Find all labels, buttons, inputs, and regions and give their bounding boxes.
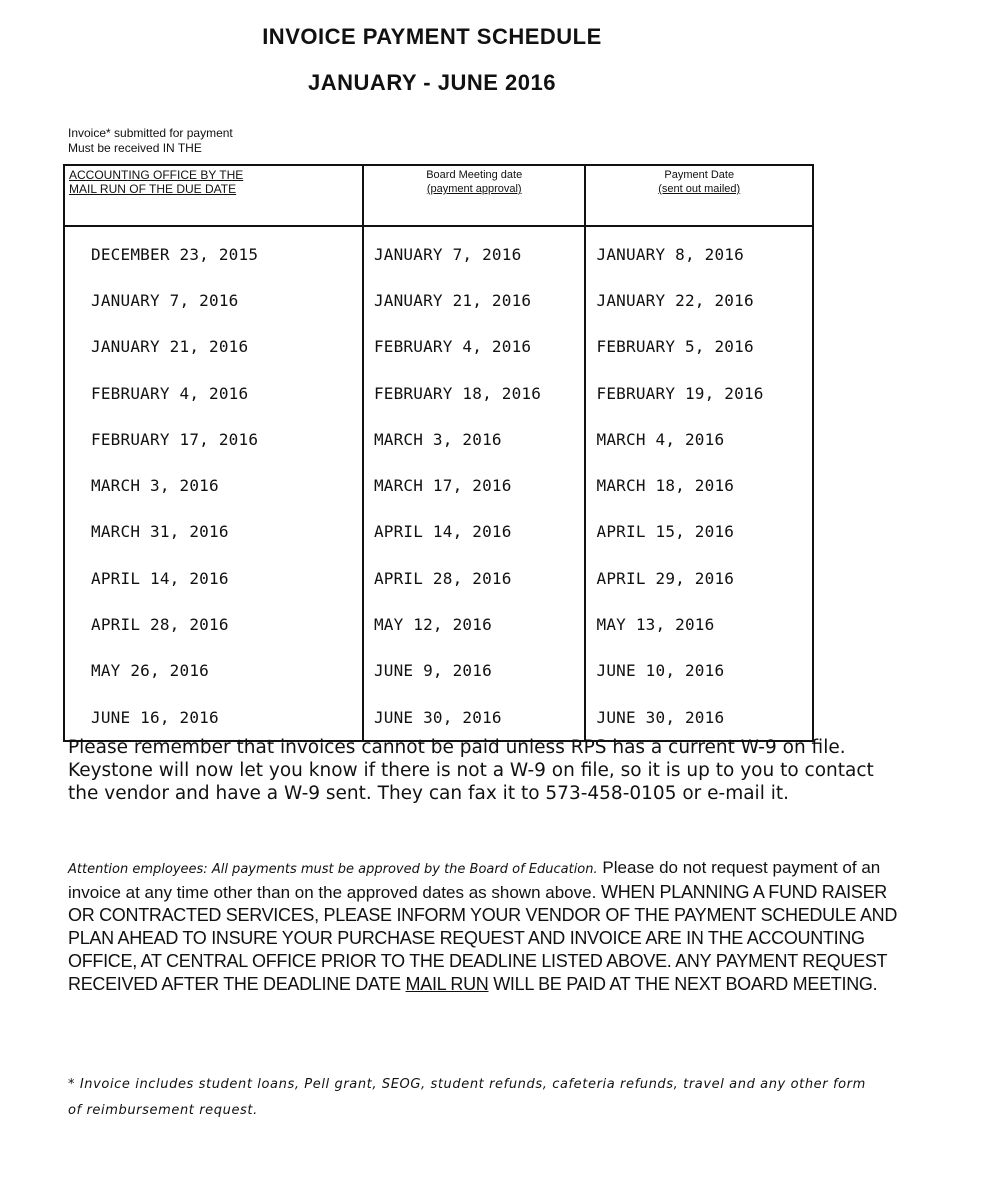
board-meeting-cell: MARCH 3, 2016 xyxy=(363,416,586,462)
payment-date-cell: APRIL 15, 2016 xyxy=(585,509,813,555)
attention-lead: Attention employees: All payments must be approved by the Board of Education. xyxy=(68,862,598,877)
payment-schedule-table xyxy=(63,164,814,742)
board-meeting-cell: JANUARY 7, 2016 xyxy=(363,226,586,277)
board-meeting-cell: APRIL 28, 2016 xyxy=(363,555,586,601)
table-header-row xyxy=(64,165,813,226)
board-meeting-cell: JUNE 30, 2016 xyxy=(363,694,586,741)
due-date-cell: JANUARY 7, 2016 xyxy=(64,277,363,323)
payment-date-cell: FEBRUARY 19, 2016 xyxy=(585,370,813,416)
table-row xyxy=(64,601,813,647)
attention-tail: WILL BE PAID AT THE NEXT BOARD MEETING. xyxy=(493,974,878,994)
header-payment-date-line2: (sent out mailed) xyxy=(658,183,741,195)
header-board-meeting-line2: (payment approval) xyxy=(426,183,522,195)
due-date-cell: APRIL 28, 2016 xyxy=(64,601,363,647)
header-payment-date-line1: Payment Date xyxy=(664,169,735,181)
attention-paragraph xyxy=(68,856,898,996)
due-date-cell: DECEMBER 23, 2015 xyxy=(64,226,363,277)
submission-note-line1: Invoice* submitted for payment xyxy=(68,126,233,140)
board-meeting-cell: JUNE 9, 2016 xyxy=(363,648,586,694)
table-row xyxy=(64,370,813,416)
document-subtitle: JANUARY - JUNE 2016 xyxy=(308,70,556,95)
payment-date-cell: JUNE 10, 2016 xyxy=(585,648,813,694)
invoice-footnote: * Invoice includes student loans, Pell grant, SEOG, student refunds, cafeteria refunds, travel and any other form of reimbursement request. xyxy=(68,1077,866,1118)
board-meeting-cell: MAY 12, 2016 xyxy=(363,601,586,647)
payment-date-cell: JUNE 30, 2016 xyxy=(585,694,813,741)
table-row xyxy=(64,694,813,741)
due-date-cell: JUNE 16, 2016 xyxy=(64,694,363,741)
board-meeting-cell: FEBRUARY 18, 2016 xyxy=(363,370,586,416)
attention-body: Please do not request payment of an invoice at any time other than on the approved dates as shown above. xyxy=(68,858,881,902)
board-meeting-cell: MARCH 17, 2016 xyxy=(363,462,586,508)
header-due-date-line1: ACCOUNTING OFFICE BY THE xyxy=(69,168,244,182)
due-date-cell: JANUARY 21, 2016 xyxy=(64,324,363,370)
table-row xyxy=(64,324,813,370)
payment-date-cell: FEBRUARY 5, 2016 xyxy=(585,324,813,370)
payment-date-cell: APRIL 29, 2016 xyxy=(585,555,813,601)
board-meeting-cell: APRIL 14, 2016 xyxy=(363,509,586,555)
header-payment-date xyxy=(585,165,813,226)
board-meeting-cell: FEBRUARY 4, 2016 xyxy=(363,324,586,370)
due-date-cell: MARCH 3, 2016 xyxy=(64,462,363,508)
due-date-cell: MAY 26, 2016 xyxy=(64,648,363,694)
table-row xyxy=(64,509,813,555)
due-date-cell: APRIL 14, 2016 xyxy=(64,555,363,601)
payment-date-cell: MARCH 4, 2016 xyxy=(585,416,813,462)
table-row xyxy=(64,555,813,601)
document-title: INVOICE PAYMENT SCHEDULE xyxy=(262,24,602,49)
w9-reminder-paragraph: Please remember that invoices cannot be paid unless RPS has a current W-9 on file. Keystone will now let you know if there is not a W-9 on file, so it is up to you to contact the vendor and have a W-9 sent. They can fax it to 573-458-0105 or e-mail it. xyxy=(68,737,874,804)
table-row xyxy=(64,462,813,508)
table-row xyxy=(64,277,813,323)
header-board-meeting xyxy=(363,165,586,226)
payment-date-cell: MARCH 18, 2016 xyxy=(585,462,813,508)
header-due-date-line2: MAIL RUN OF THE DUE DATE xyxy=(69,182,237,196)
header-board-meeting-line1: Board Meeting date xyxy=(426,169,523,181)
submission-note xyxy=(68,126,368,156)
payment-date-cell: MAY 13, 2016 xyxy=(585,601,813,647)
due-date-cell: FEBRUARY 17, 2016 xyxy=(64,416,363,462)
submission-note-line2: Must be received IN THE xyxy=(68,141,202,155)
payment-date-cell: JANUARY 22, 2016 xyxy=(585,277,813,323)
due-date-cell: FEBRUARY 4, 2016 xyxy=(64,370,363,416)
payment-date-cell: JANUARY 8, 2016 xyxy=(585,226,813,277)
table-row xyxy=(64,648,813,694)
board-meeting-cell: JANUARY 21, 2016 xyxy=(363,277,586,323)
table-row xyxy=(64,226,813,277)
due-date-cell: MARCH 31, 2016 xyxy=(64,509,363,555)
mail-run-text: MAIL RUN xyxy=(405,974,489,994)
table-row xyxy=(64,416,813,462)
attention-caps: WHEN PLANNING A FUND RAISER OR CONTRACTED SERVICES, PLEASE INFORM YOUR VENDOR OF THE PAYMENT SCHEDULE AND PLAN AHEAD TO INSURE YOUR PURCHASE REQUEST AND INVOICE ARE IN THE ACCOUNTING OFFICE, AT CENTRAL OFFICE PRIOR TO THE DEADLINE LISTED ABOVE. ANY PAYMENT REQUEST RECEIVED AFTER THE DEADLINE DATE xyxy=(68,882,898,994)
header-due-date xyxy=(64,165,363,226)
